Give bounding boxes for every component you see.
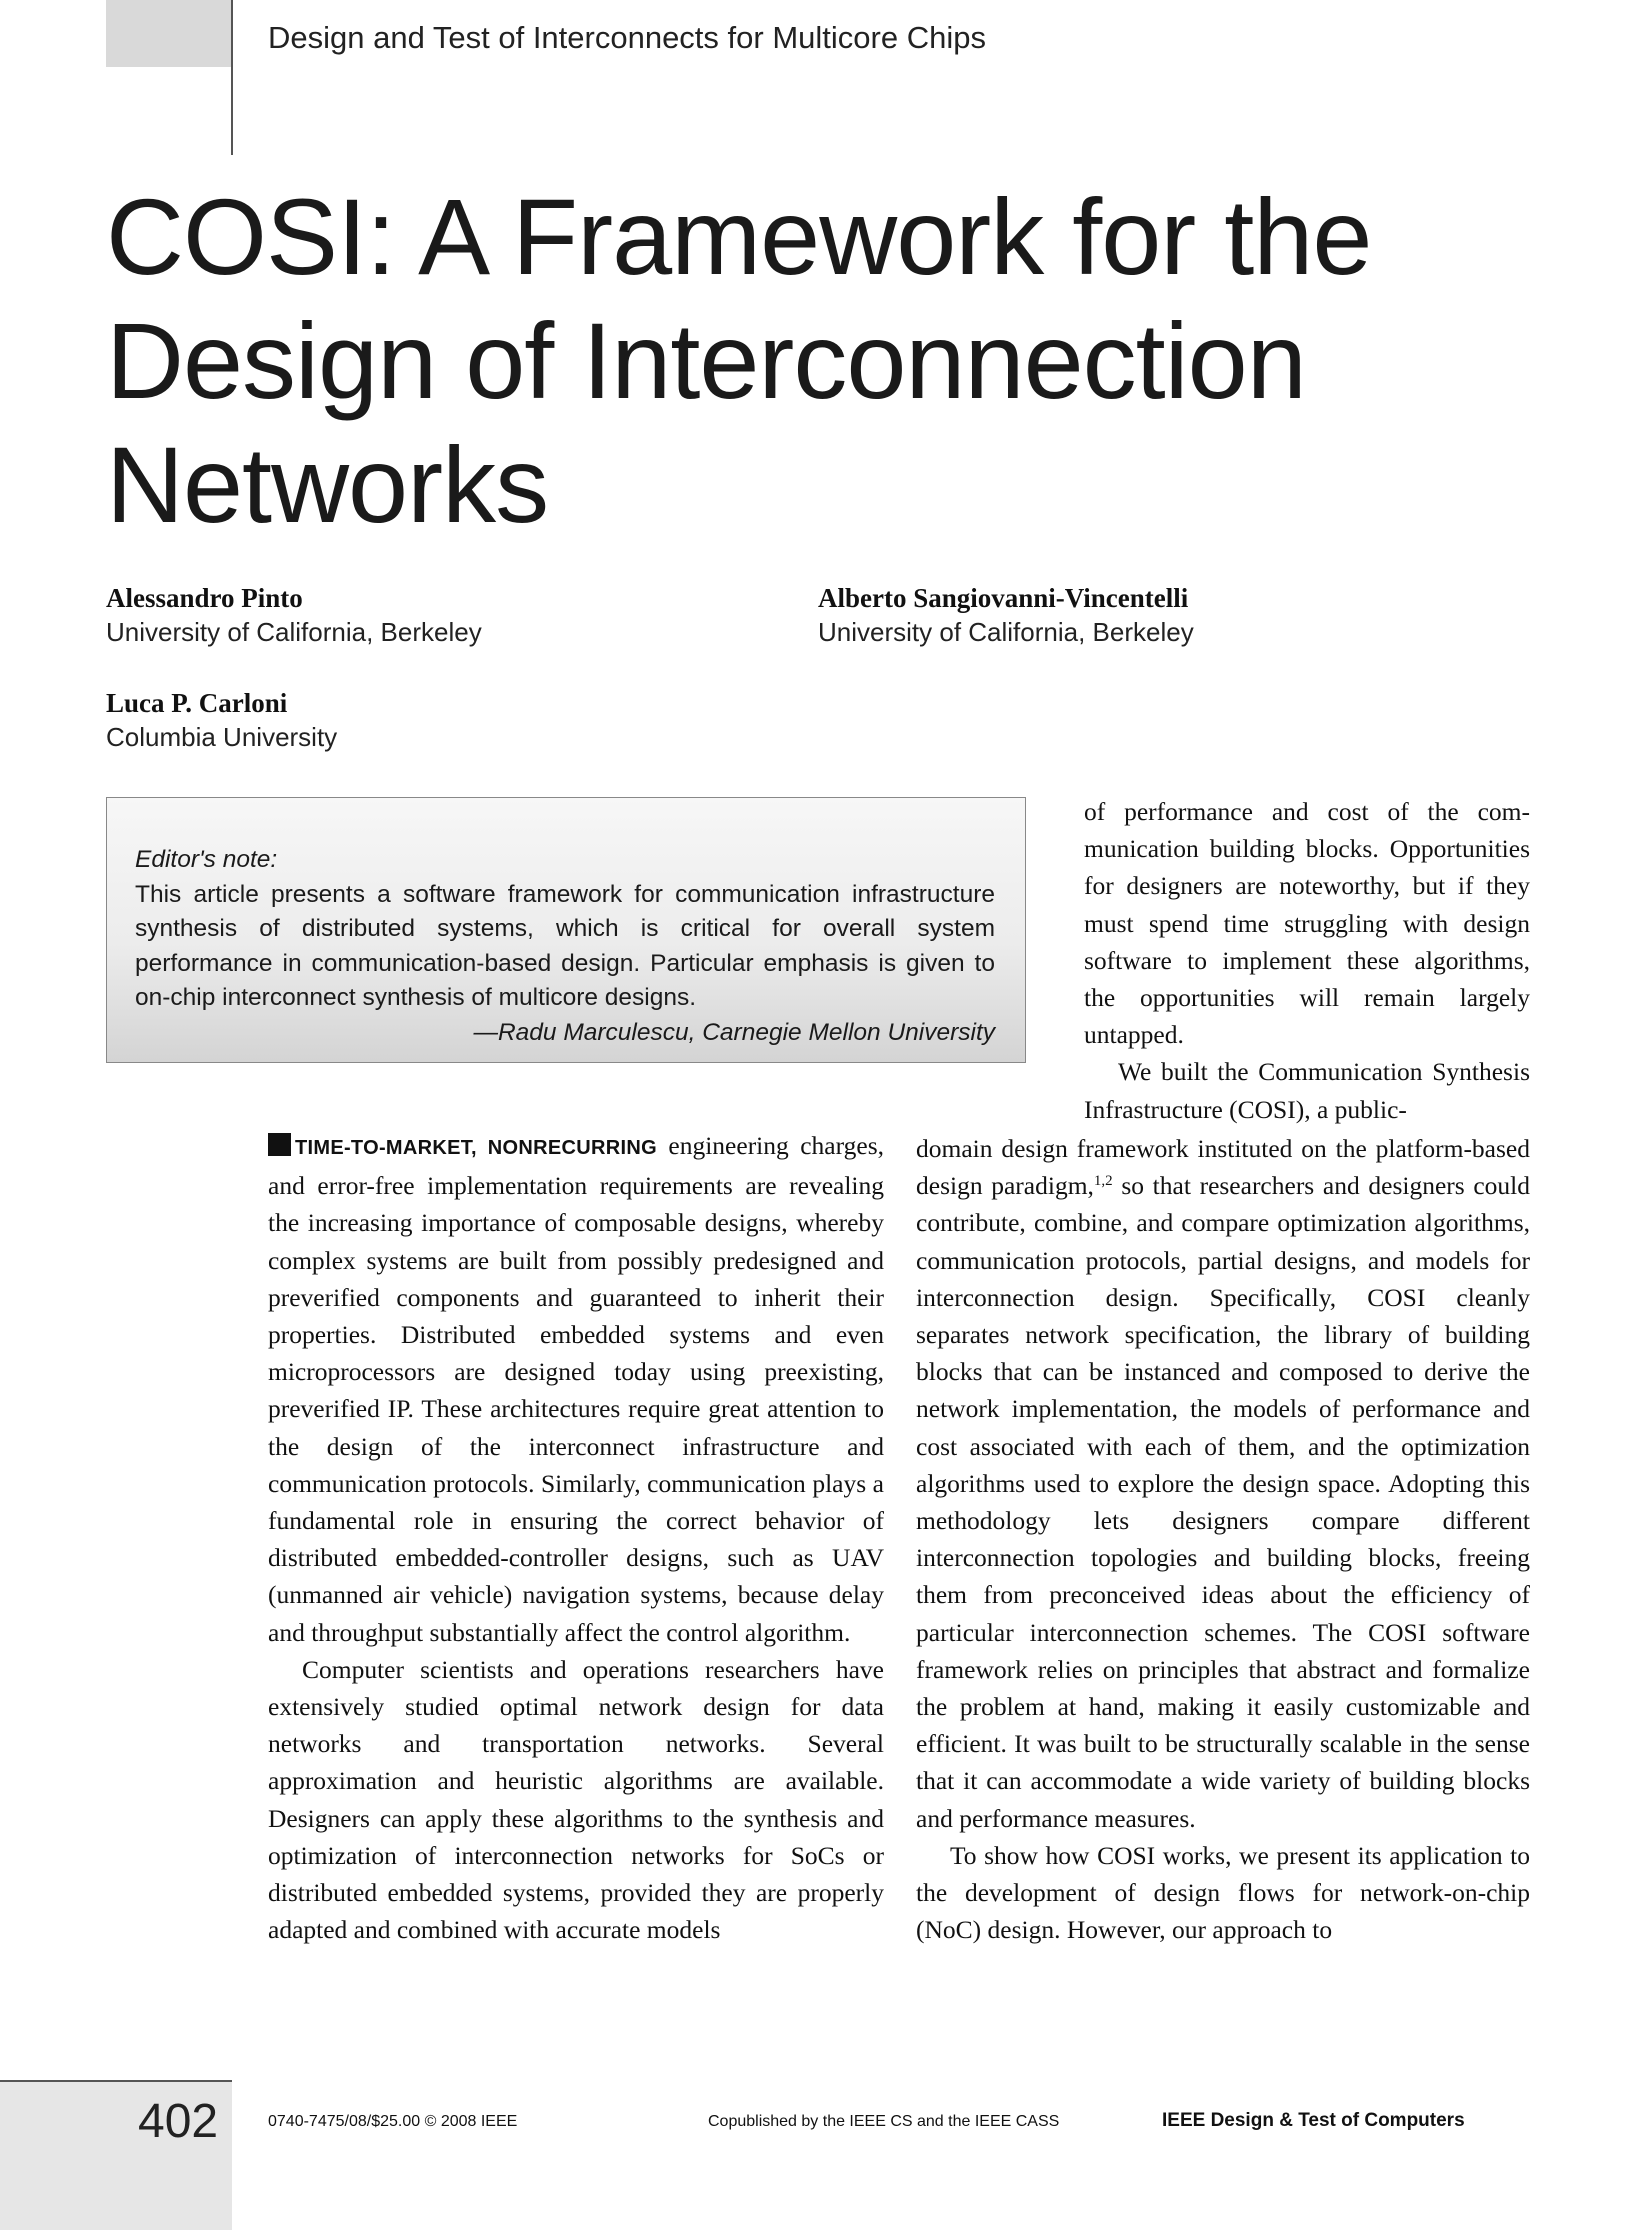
body-paragraph (916, 1130, 1530, 1837)
author-affiliation: University of California, Berkeley (818, 617, 1194, 647)
author-block (818, 581, 1194, 649)
editors-note-box (106, 797, 1026, 1063)
author-name: Alessandro Pinto (106, 583, 303, 613)
editors-note-label: Editor's note: (135, 846, 278, 873)
body-paragraph: To show how COSI works, we present its application to the development of design flows for network-on-chip (NoC) design. However, our approach to (916, 1840, 1530, 1945)
title-line: Design of Interconnection (106, 300, 1306, 421)
author-affiliation: University of California, Berkeley (106, 617, 482, 647)
title-line: Networks (106, 424, 549, 545)
footer-issn: 0740-7475/08/$25.00 © 2008 IEEE (268, 2113, 518, 2130)
page-number: 402 (138, 2095, 219, 2148)
opener-small-caps: TIME-TO-MARKET, NONRECURRING (295, 1137, 657, 1159)
reference-superscript[interactable]: 1,2 (1093, 1173, 1113, 1190)
paragraph-text: so that researchers and designers could contribute, combine, and compare optimization algorithms, communication protocols, partial designs, and models for interconnection design. Specifically, COSI cleanly separates network specification, the library of building blocks that can be instanced and composed to derive the network implementation, the models of performance and cost associated with each of them, and the optimization algorithms used to explore the design space. Adopting this methodology lets designers compare different interconnection topologies and building blocks, freeing them from preconceived ideas about the efficiency of particular interconnection schemes. The COSI software framework relies on principles that abstract and formalize the problem at hand, making it easily customizable and efficient. It was built to be structurally scalable in the sense that it can accommodate a wide variety of building blocks and performance measures. (916, 1171, 1531, 1833)
paragraph-text: domain design framework instituted on the platform-based design paradigm, (916, 1134, 1530, 1201)
footer-journal: IEEE Design & Test of Computers (1162, 2110, 1465, 2131)
author-block (106, 686, 337, 754)
author-name: Alberto Sangiovanni-Vincentelli (818, 583, 1189, 613)
editors-note-text: This article presents a software framework for communication infrastructure synthesis of distributed systems, which is critical for overall system performance in communication-based design. Particular emphasis is given to on-chip interconnect synthesis of multicore designs. (135, 880, 995, 1011)
body-paragraph (268, 1127, 884, 1651)
body-column-right (916, 1130, 1530, 1948)
header-gray-block (106, 0, 232, 67)
section-opener-square (268, 1133, 291, 1156)
article-title (106, 175, 1566, 547)
running-head: Design and Test of Interconnects for Multicore Chips (268, 20, 986, 55)
body-paragraph: of performance and cost of the communication building blocks. Opportunities for designers are noteworthy, but if they must spend time struggling with design software to implement these algorithms, the opportunities will remain largely untapped. (1084, 797, 1530, 1050)
author-block (106, 581, 482, 649)
editors-note-signature: —Radu Marculescu, Carnegie Mellon University (473, 1018, 995, 1046)
body-column-left (268, 1127, 884, 1948)
body-column-right-top (1084, 793, 1530, 1128)
header-vertical-rule (231, 0, 233, 155)
title-line: COSI: A Framework for the (106, 176, 1372, 297)
footer-publisher: Copublished by the IEEE CS and the IEEE CASS (708, 2113, 1060, 2130)
body-paragraph: We built the Communication Synthesis Infrastructure (COSI), a public- (1084, 1057, 1530, 1124)
author-name: Luca P. Carloni (106, 688, 288, 718)
body-paragraph: Computer scientists and operations researchers have extensively studied optimal network design for data networks and transportation networks. Several approximation and heuristic algorithms are available. Designers can apply these algorithms to the synthesis and optimization of interconnection networks for SoCs or distributed embedded systems, provided they are properly adapted and combined with accurate models (268, 1654, 884, 1945)
author-affiliation: Columbia University (106, 722, 338, 752)
paragraph-text: engineering charges, and error-free implementation requirements are revealing the increasing importance of composable designs, whereby complex systems are built from possibly predesigned and preverified components and guaranteed to inherit their properties. Distributed embedded systems and even microprocessors are designed today using preexisting, preverified IP. These architectures require great attention to the design of the interconnect infrastructure and communication protocols. Similarly, communication plays a fundamental role in ensuring the correct behavior of distributed embedded-controller designs, such as UAV (unmanned air vehicle) navigation systems, because delay and throughput substantially affect the control algorithm. (268, 1131, 884, 1647)
